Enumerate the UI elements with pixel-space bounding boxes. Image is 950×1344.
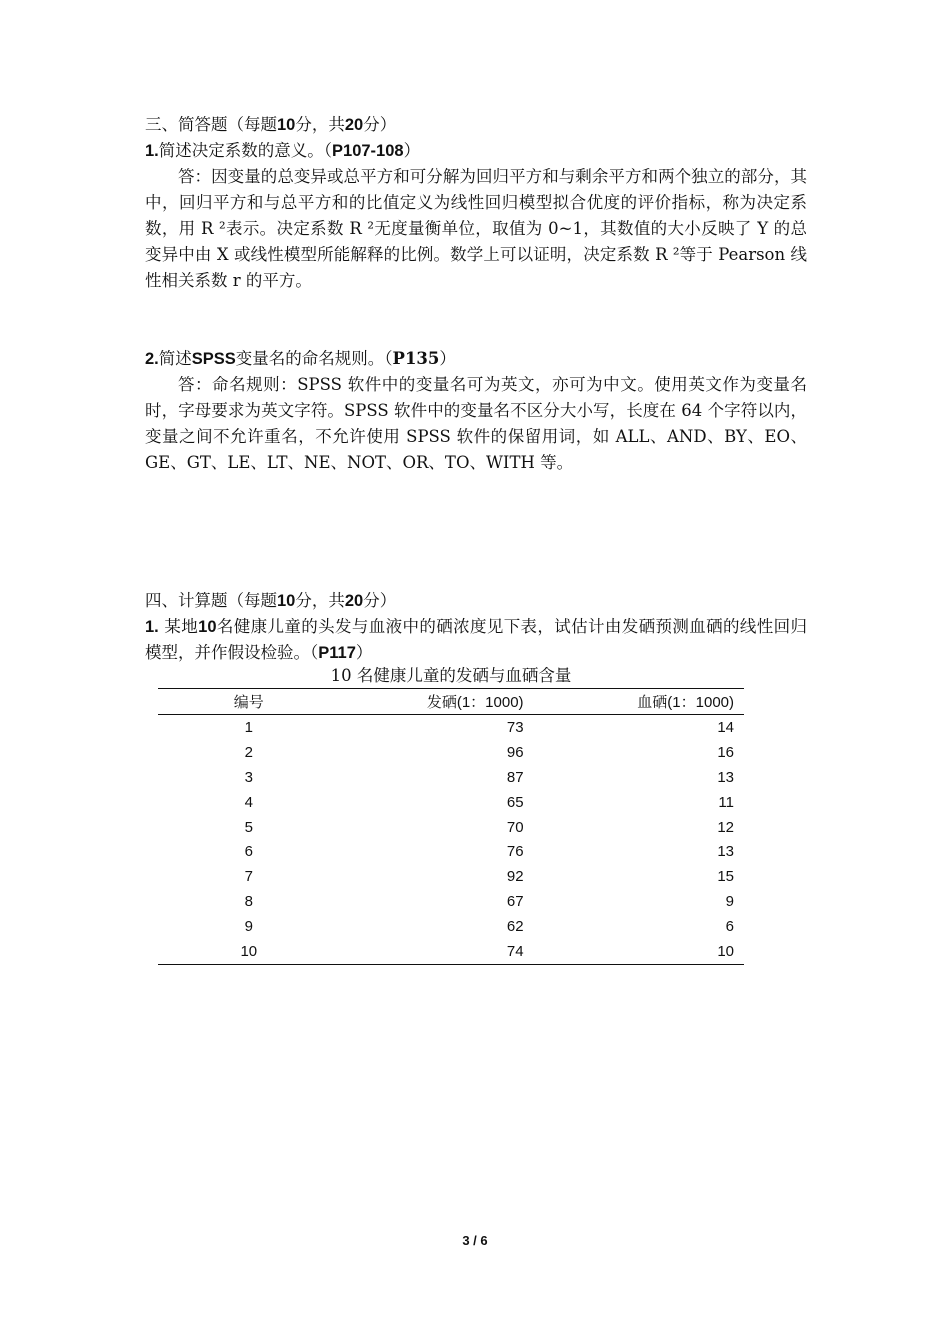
cell-hair-se: 70	[506, 818, 524, 836]
cell-id: 10	[240, 942, 258, 960]
cell-hair-se: 62	[506, 918, 524, 936]
cell-blood-se: 16	[717, 743, 734, 761]
heading-text: 分）	[363, 591, 397, 610]
cell-hair-se: 92	[506, 868, 524, 886]
page-reference: P135	[392, 349, 440, 368]
table-row	[158, 790, 744, 815]
cell-id: 3	[244, 768, 253, 786]
cell-blood-se: 13	[717, 768, 734, 786]
heading-number: 20	[344, 116, 364, 134]
heading-text: 分，共	[295, 591, 345, 610]
cell-hair-se: 74	[506, 942, 524, 960]
table-row	[158, 914, 744, 939]
table-row	[158, 839, 744, 864]
cell-blood-se: 10	[717, 942, 734, 960]
cell-blood-se: 12	[717, 818, 734, 836]
question-text: 某地	[164, 617, 199, 636]
question-number: 1.	[145, 618, 159, 636]
cell-id: 6	[244, 843, 253, 861]
cell-id: 8	[244, 893, 253, 911]
heading-number: 10	[277, 116, 296, 134]
table-caption: 10 名健康儿童的发硒与血硒含量	[330, 666, 572, 685]
question-number: 10	[198, 618, 217, 636]
section-4-heading	[145, 588, 807, 614]
cell-hair-se: 76	[506, 843, 524, 861]
cell-id: 1	[244, 718, 253, 736]
column-header-blood-se: 血硒(1：1000)	[524, 689, 744, 715]
cell-hair-se: 73	[506, 718, 524, 736]
cell-blood-se: 11	[718, 793, 734, 811]
cell-id: 4	[244, 793, 253, 811]
cell-blood-se: 9	[725, 893, 734, 911]
heading-number: 20	[344, 592, 364, 610]
table-row	[158, 740, 744, 765]
heading-text: 分，共	[295, 115, 345, 134]
question-text: 变量名的命名规则。（	[235, 349, 393, 368]
section-3-heading	[145, 112, 807, 138]
page-reference: P117	[318, 644, 356, 662]
column-header-id: 编号	[158, 689, 340, 715]
table-row	[158, 815, 744, 840]
question-keyword: SPSS	[191, 350, 236, 368]
page-number: 3 / 6	[462, 1233, 488, 1248]
heading-number: 10	[277, 592, 296, 610]
heading-text: 分）	[363, 115, 397, 134]
selenium-table	[158, 688, 744, 965]
heading-text: 三、简答题（每题	[145, 115, 277, 134]
question-text: 简述决定系数的意义。（	[158, 141, 333, 160]
table-row	[158, 889, 744, 914]
heading-text: 四、计算题（每题	[145, 591, 277, 610]
cell-id: 2	[244, 743, 253, 761]
question-text: 名健康儿童的头发与血液中的硒浓度见下表，试估计由发硒预测血硒的线性回归模型，并作假设检验。（	[145, 617, 808, 662]
question-text: ）	[355, 643, 373, 662]
question-3-1-title	[145, 138, 807, 164]
cell-blood-se: 6	[725, 918, 734, 936]
question-3-1-answer: 答：因变量的总变异或总平方和可分解为回归平方和与剩余平方和两个独立的部分，其中，回归平方和与总平方和的比值定义为线性回归模型拟合优度的评价指标，称为决定系数，用 R ²表示。决定系数 R ²无度量衡单位，取值为 0~1，其数值的大小反映了 Y 的总变异中由 X 或线性模型所能解释的比例。数学上可以证明，决定系数 R ²等于 Pearson 线性相关系数 r 的平方。	[145, 167, 807, 290]
table-row	[158, 765, 744, 790]
table-row	[158, 939, 744, 964]
document-body	[145, 112, 807, 666]
cell-id: 5	[244, 818, 253, 836]
cell-hair-se: 67	[506, 893, 524, 911]
question-number: 1.	[145, 142, 159, 160]
cell-id: 9	[244, 918, 253, 936]
question-4-1-text	[145, 614, 807, 666]
question-number: 2.	[145, 350, 159, 368]
column-header-hair-se: 发硒(1：1000)	[340, 689, 524, 715]
cell-hair-se: 65	[506, 793, 524, 811]
question-3-2-title	[145, 346, 807, 372]
question-text: 简述	[158, 349, 192, 368]
table-row	[158, 864, 744, 889]
table-row	[158, 715, 744, 740]
table-header-row	[158, 689, 744, 715]
question-text: ）	[439, 349, 456, 368]
cell-blood-se: 15	[717, 868, 734, 886]
cell-blood-se: 14	[717, 718, 734, 736]
page-reference: P107-108	[332, 142, 404, 160]
question-3-2-answer: 答：命名规则：SPSS 软件中的变量名可为英文，亦可为中文。使用英文作为变量名时，字母要求为英文字符。SPSS 软件中的变量名不区分大小写，长度在 64 个字符以内，变量之间不允许重名，不允许使用 SPSS 软件的保留用词，如 ALL、AND、BY、EO、GE、GT、LE、LT、NE、NOT、OR、TO、WITH 等。	[145, 375, 807, 472]
question-text: ）	[403, 141, 421, 160]
cell-hair-se: 87	[506, 768, 524, 786]
cell-id: 7	[244, 868, 253, 886]
cell-hair-se: 96	[506, 743, 524, 761]
cell-blood-se: 13	[717, 843, 734, 861]
